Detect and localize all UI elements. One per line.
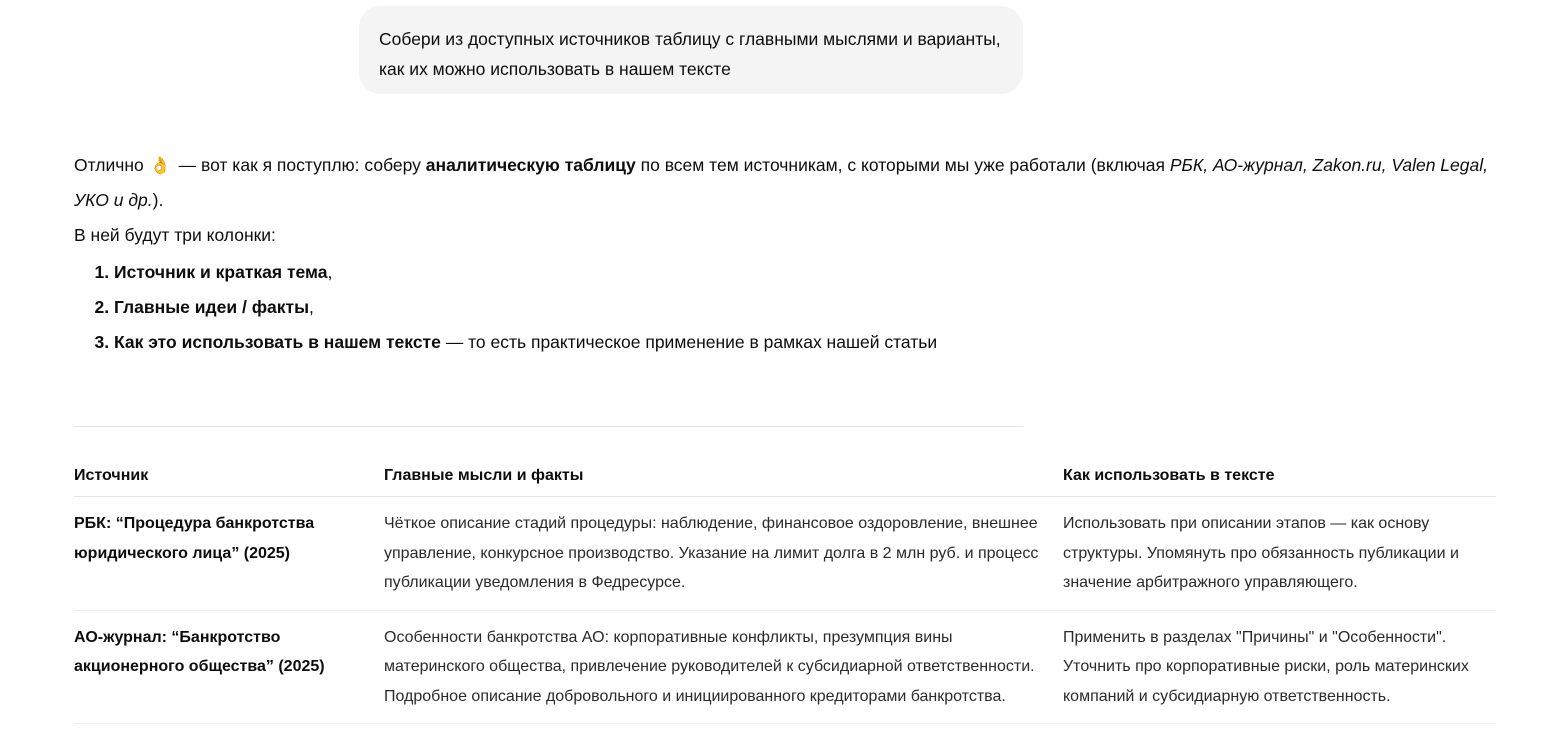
cell-source: АО-журнал: “Банкротство акционерного общества” (2025) xyxy=(74,610,384,724)
column-name: Главные идеи / факты xyxy=(114,297,310,317)
header-usage: Как использовать в тексте xyxy=(1063,466,1496,497)
column-name: Как это использовать в нашем тексте xyxy=(114,332,441,352)
column-name: Источник и краткая тема xyxy=(114,262,328,282)
cell-facts: Чёткое описание стадий процедуры: наблюдение, финансовое оздоровление, внешнее управление, конкурсное производство. Указание на лимит долга в 2 млн руб. и процесс публикации уведомления в Федресурсе. xyxy=(384,497,1063,611)
divider xyxy=(74,426,1023,427)
columns-list-item xyxy=(114,255,1496,290)
intro-text: по всем тем источникам, с которыми мы уже работали (включая xyxy=(635,155,1170,175)
columns-list xyxy=(74,255,1496,360)
header-source: Источник xyxy=(74,466,384,497)
cell-usage: Использовать при описании этапов — как основу структуры. Упомянуть про обязанность публикации и значение арбитражного управляющего. xyxy=(1063,497,1496,611)
header-facts: Главные мысли и факты xyxy=(384,466,1063,497)
intro-text: — вот как я поступлю: соберу xyxy=(173,155,426,175)
intro-text: ). xyxy=(152,190,164,210)
table-row xyxy=(74,497,1496,611)
table-row xyxy=(74,610,1496,724)
sources-table xyxy=(74,466,1496,724)
intro-paragraph xyxy=(74,148,1496,218)
ok-hand-icon: 👌 xyxy=(149,156,171,175)
assistant-message xyxy=(74,148,1496,360)
cell-facts: Особенности банкротства АО: корпоративные конфликты, презумпция вины материнского общества, привлечение руководителей к субсидиарной ответственности. Подробное описание добровольного и инициированного кредиторами банкротства. xyxy=(384,610,1063,724)
intro-text: Отлично xyxy=(74,155,144,175)
column-desc: , xyxy=(309,297,314,317)
column-desc: , xyxy=(327,262,333,282)
intro-bold: аналитическую таблицу xyxy=(425,155,636,175)
column-desc: — то есть практическое применение в рамках нашей статьи xyxy=(440,332,938,352)
user-message-text: Собери из доступных источников таблицу с главными мыслями и варианты, как их можно использовать в нашем тексте xyxy=(379,29,1001,79)
table-header-row xyxy=(74,466,1496,497)
user-message-bubble xyxy=(359,6,1023,94)
columns-intro: В ней будут три колонки: xyxy=(74,225,276,245)
columns-list-item xyxy=(114,290,1496,325)
intro-sources-italic: РБК, АО-журнал, Zakon.ru, Valen Legal, УКО и др. xyxy=(74,155,1488,210)
columns-list-item xyxy=(114,325,1496,360)
cell-source: РБК: “Процедура банкротства юридического лица” (2025) xyxy=(74,497,384,611)
cell-usage: Применить в разделах "Причины" и "Особенности". Уточнить про корпоративные риски, роль материнских компаний и субсидиарную ответственность. xyxy=(1063,610,1496,724)
